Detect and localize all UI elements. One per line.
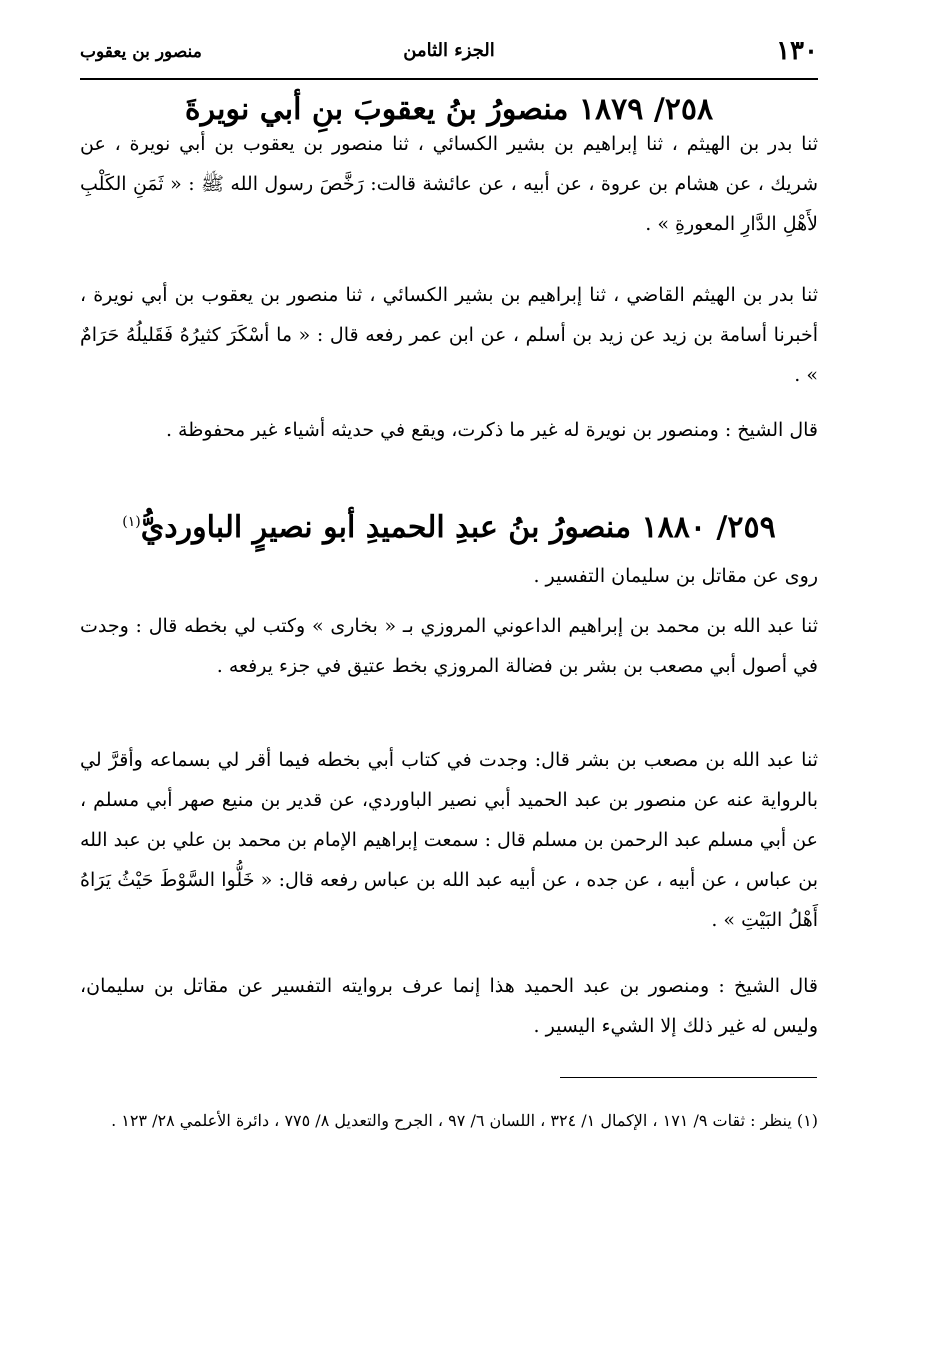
footnote-ref: (١) <box>122 514 141 530</box>
entry-heading-text: ٢٥٨/ ١٨٧٩ منصورُ بنُ يعقوبَ بنِ أبي نويرةَ <box>184 92 714 127</box>
paragraph: ثنا عبد الله بن مصعب بن بشر قال: وجدت في كتاب أبي بخطه فيما أقر لي بسماعه وأقرَّ لي بالرواية عنه عن منصور بن عبد الحميد أبي نصير الباوردي، عن قدير بن منيع صهر أبي مسلم ، عن أبي مسلم عبد الرحمن بن مسلم قال : سمعت إبراهيم الإمام بن محمد بن علي بن عبد الله بن عباس ، عن أبيه ، عن جده ، عن أبيه عبد الله بن عباس رفعه قال: « خَلُّوا السَّوْطَ حَيْثُ يَرَاهُ أَهْلُ البَيْتِ » . <box>80 749 818 931</box>
footnote: (١) ينظر : ثقات ٩/ ١٧١ ، الإكمال ١/ ٣٢٤ ، اللسان ٦/ ٩٧ ، الجرح والتعديل ٨/ ٧٧٥ ، دائرة الأعلمي ٢٨/ ١٢٣ . <box>111 1111 818 1130</box>
footnote-rule <box>560 1077 817 1078</box>
paragraph: روى عن مقاتل بن سليمان التفسير . <box>533 565 818 587</box>
entry-heading <box>80 500 818 550</box>
page-header <box>80 36 818 76</box>
volume-label: الجزء الثامن <box>403 40 495 61</box>
header-rule <box>80 78 818 80</box>
entry-heading-text: ٢٥٩/ ١٨٨٠ منصورُ بنُ عبدِ الحميدِ أبو نصيرٍ الباورديُّ <box>140 510 776 545</box>
paragraph: قال الشيخ : ومنصور بن عبد الحميد هذا إنما عرف بروايته التفسير عن مقاتل بن سليمان، وليس له غير ذلك إلا الشيء اليسير . <box>80 975 818 1037</box>
paragraph: ثنا بدر بن الهيثم ، ثنا إبراهيم بن بشير الكسائي ، ثنا منصور بن يعقوب بن أبي نويرة ، عن شريك ، عن هشام بن عروة ، عن أبيه ، عن عائشة قالت: رَخَّصَ رسول الله ﷺ : « ثَمَنِ الكَلْبِ لأَهْلِ الدَّارِ المعورةِ » . <box>80 133 818 235</box>
paragraph: قال الشيخ : ومنصور بن نويرة له غير ما ذكرت، ويقع في حديثه أشياء غير محفوظة . <box>165 419 818 441</box>
paragraph: ثنا بدر بن الهيثم القاضي ، ثنا إبراهيم بن بشير الكسائي ، ثنا منصور بن يعقوب بن أبي نويرة ، أخبرنا أسامة بن زيد عن زيد بن أسلم ، عن ابن عمر رفعه قال : « ما أسْكَرَ كثيرُهُ فَقَليلُهُ حَرَامٌ » . <box>80 284 818 386</box>
page-number: ١٣٠ <box>776 36 818 66</box>
running-title: منصور بن يعقوب <box>80 42 202 62</box>
paragraph: ثنا عبد الله بن محمد بن إبراهيم الداعوني المروزي بـ « بخارى » وكتب لي بخطه قال : وجدت في أصول أبي مصعب بن بشر بن فضالة المروزي بخط عتيق في جزء يرفعه . <box>80 615 818 677</box>
